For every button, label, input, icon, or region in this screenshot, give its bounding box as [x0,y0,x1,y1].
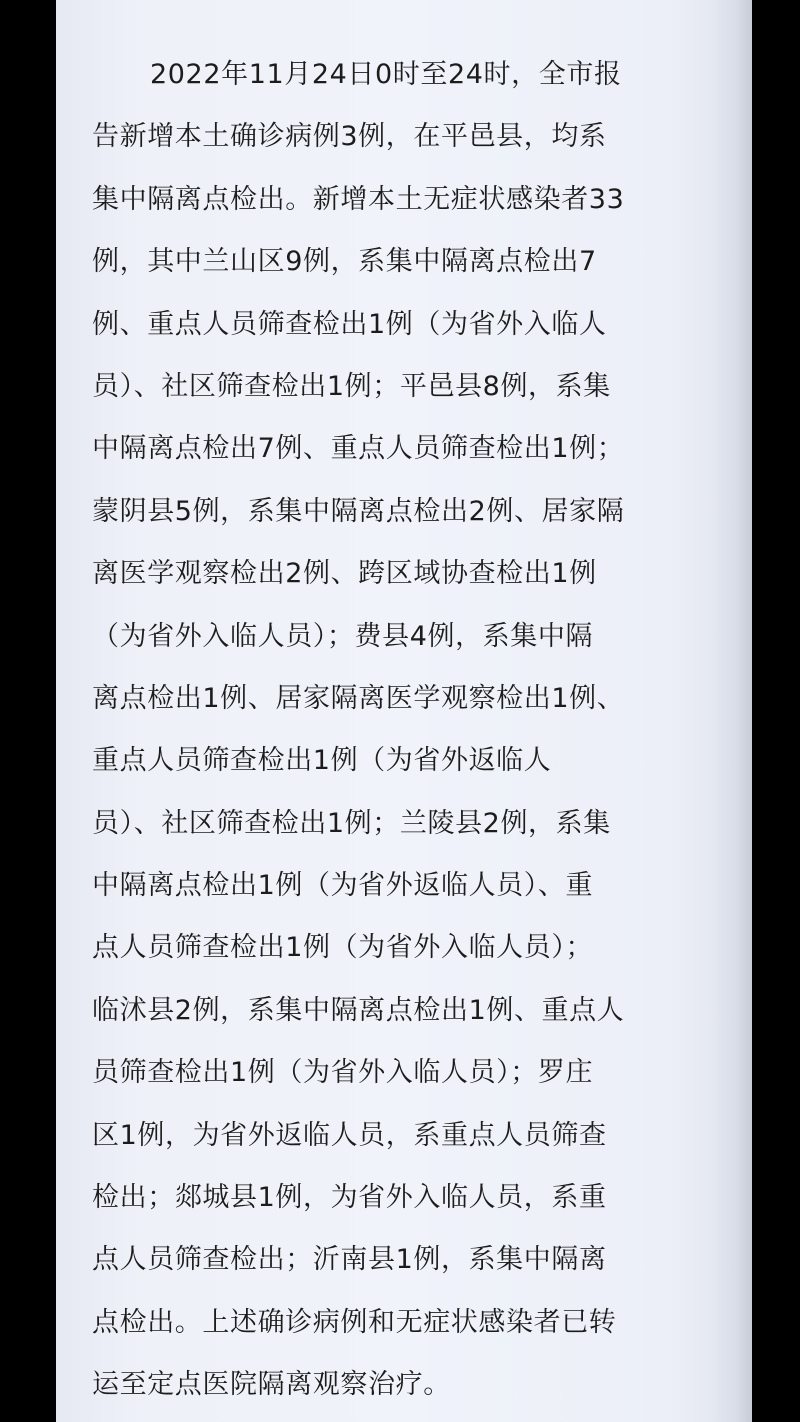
article-line: 蒙阴县5例，系集中隔离点检出2例、居家隔 [92,495,625,527]
article-line: 中隔离点检出1例（为省外返临人员）、重 [92,870,594,902]
article-line: 中隔离点检出7例、重点人员筛查检出1例； [92,433,625,465]
article-line: 临沭县2例，系集中隔离点检出1例、重点人 [92,994,625,1026]
article-line: 重点人员筛查检出1例（为省外返临人 [92,745,552,777]
right-black-bar [752,0,800,1422]
article-line: 检出；郯城县1例，为省外入临人员，系重 [92,1182,607,1214]
article-line: 离医学观察检出2例、跨区域协查检出1例 [92,558,597,590]
article-line: 员）、社区筛查检出1例；平邑县8例，系集 [92,370,611,402]
article-line: 员筛查检出1例（为省外入临人员）；罗庄 [92,1057,594,1089]
article-line: （为省外入临人员）；费县4例，系集中隔 [92,620,594,652]
article-line: 例、重点人员筛查检出1例（为省外入临人 [92,308,607,340]
article-line: 点人员筛查检出；沂南县1例，系集中隔离 [92,1244,607,1276]
article-line: 集中隔离点检出。新增本土无症状感染者33 [92,183,625,215]
article-line: 告新增本土确诊病例3例，在平邑县，均系 [92,121,607,153]
article-line: 员）、社区筛查检出1例；兰陵县2例，系集 [92,807,611,839]
article-line: 运至定点医院隔离观察治疗。 [92,1369,451,1401]
article-line: 离点检出1例、居家隔离医学观察检出1例、 [92,682,625,714]
article-line: 点人员筛查检出1例（为省外入临人员）； [92,932,594,964]
notice-article [92,44,692,1417]
article-line: 点检出。上述确诊病例和无症状感染者已转 [92,1306,617,1338]
sheet-edge-shadow [712,0,752,1422]
left-black-bar [0,0,56,1422]
article-line: 区1例，为省外返临人员，系重点人员筛查 [92,1119,607,1151]
article-line: 例，其中兰山区9例，系集中隔离点检出7 [92,246,597,278]
article-line: 2022年11月24日0时至24时，全市报 [150,59,622,90]
